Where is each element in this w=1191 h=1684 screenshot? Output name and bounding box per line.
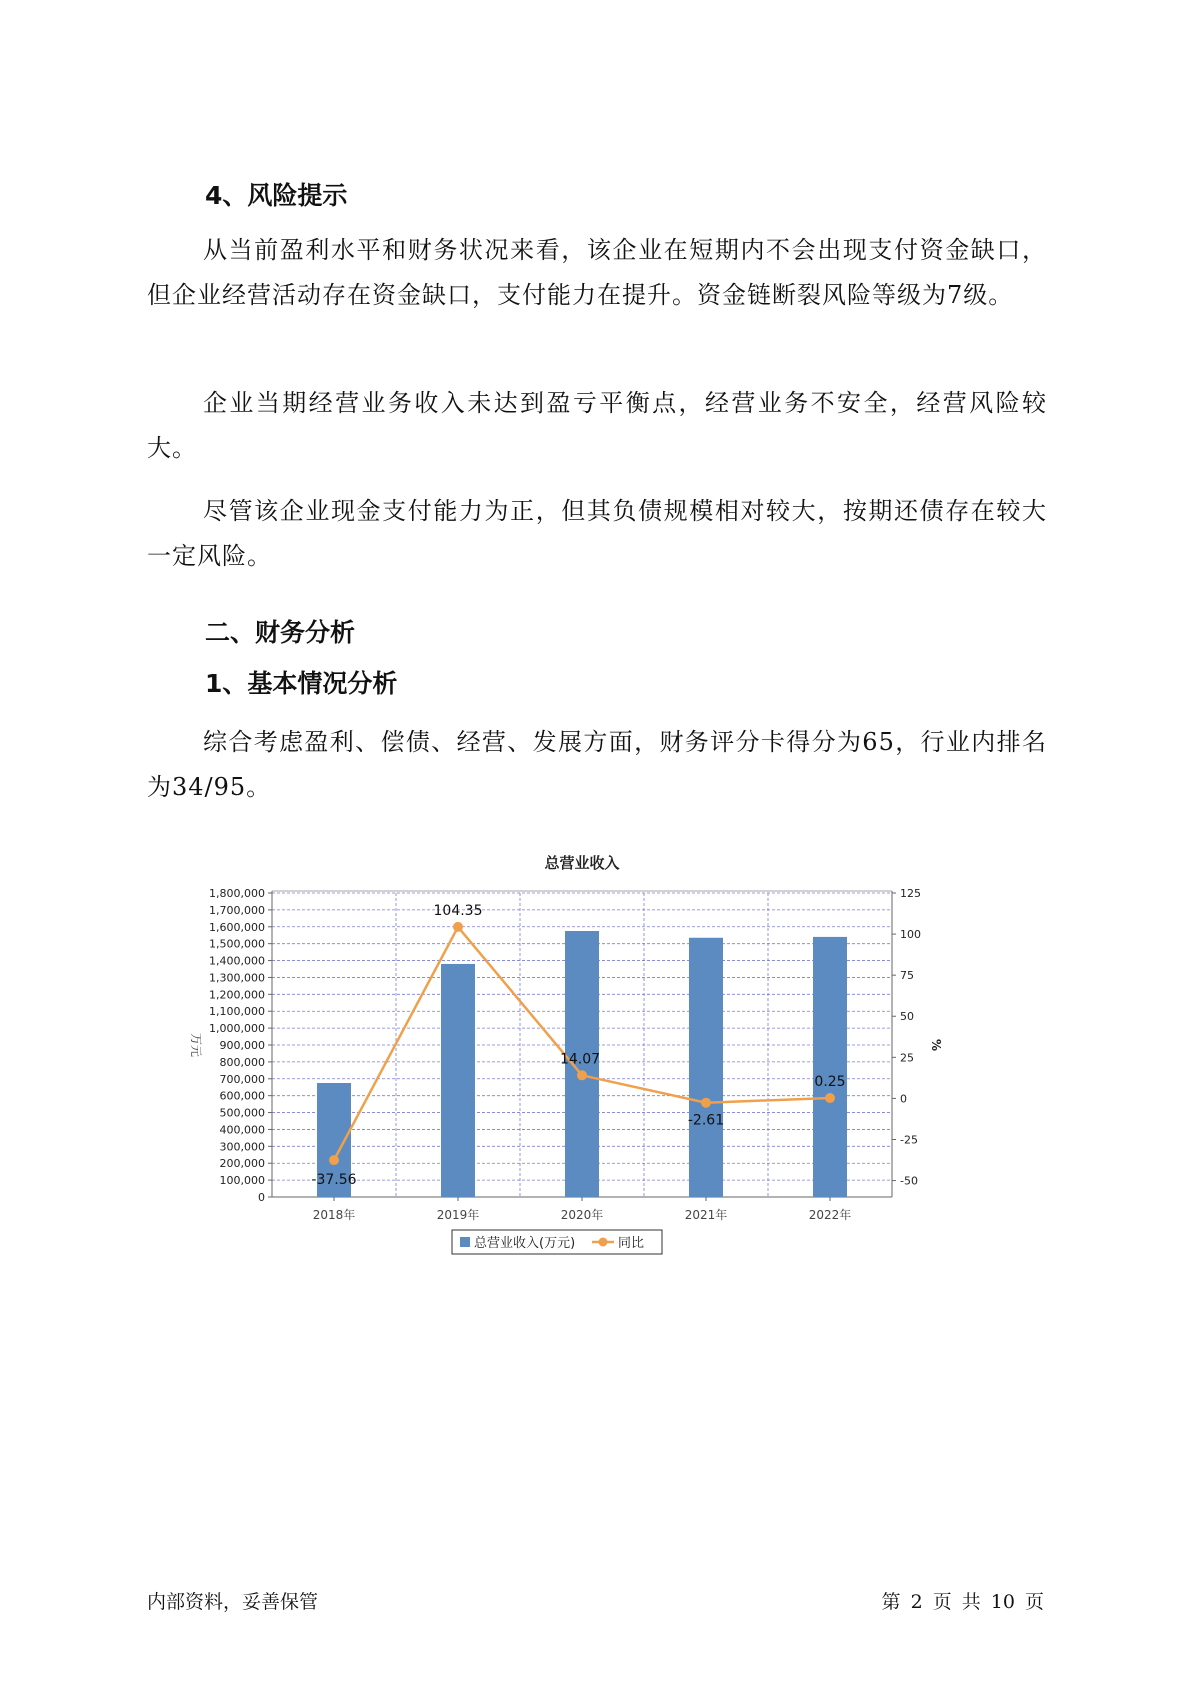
- bar-2021年: [689, 938, 723, 1197]
- y-tick-label: 600,000: [219, 1089, 265, 1103]
- x-tick-label: 2018年: [312, 1208, 356, 1222]
- y-tick-label: 0: [258, 1191, 265, 1204]
- y-tick-label: 100,000: [219, 1174, 265, 1188]
- basic-analysis-heading: 1、基本情况分析: [205, 669, 398, 698]
- data-label-yoy: -2.61: [687, 1112, 725, 1129]
- data-label-yoy: 104.35: [433, 902, 483, 919]
- y-tick-label: 900,000: [219, 1039, 265, 1052]
- legend-swatch-revenue: [460, 1237, 470, 1247]
- y2-tick-label: 75: [900, 969, 914, 983]
- y2-tick-label: 125: [900, 887, 921, 900]
- x-tick-label: 2020年: [560, 1208, 604, 1222]
- risk-heading: 4、风险提示: [205, 181, 348, 210]
- revenue-chart: [175, 840, 1035, 1300]
- point-yoy-2019年: [453, 922, 463, 932]
- y-tick-label: 200,000: [219, 1157, 265, 1171]
- y2-tick-label: 50: [900, 1010, 914, 1024]
- x-tick-label: 2022年: [808, 1208, 852, 1222]
- risk-paragraph-2: 企业当期经营业务收入未达到盈亏平衡点，经营业务不安全，经营风险较大。: [147, 389, 1047, 462]
- y-tick-label: 1,500,000: [209, 937, 265, 951]
- footer-confidential: 内部资料，妥善保管: [147, 1591, 319, 1613]
- y-tick-label: 500,000: [219, 1106, 265, 1120]
- point-yoy-2018年: [329, 1155, 339, 1165]
- y2-tick-label: -50: [900, 1174, 918, 1188]
- y-tick-label: 1,800,000: [209, 887, 265, 900]
- risk-paragraph-3: 尽管该企业现金支付能力为正，但其负债规模相对较大，按期还债存在较大一定风险。: [147, 497, 1047, 570]
- footer-page-number: 第 2 页 共 10 页: [881, 1591, 1044, 1613]
- bar-2022年: [813, 937, 847, 1197]
- risk-paragraph-1: 从当前盈利水平和财务状况来看，该企业在短期内不会出现支付资金缺口，但企业经营活动存在资金缺口，支付能力在提升。资金链断裂风险等级为7级。: [147, 236, 1047, 309]
- y-tick-label: 800,000: [219, 1055, 265, 1069]
- y-tick-label: 1,600,000: [209, 920, 265, 934]
- basic-analysis-paragraph: 综合考虑盈利、偿债、经营、发展方面，财务评分卡得分为65，行业内排名为34/95。: [147, 728, 1047, 801]
- x-tick-label: 2021年: [684, 1208, 728, 1222]
- chart-title: 总营业收入: [544, 854, 620, 872]
- y-tick-label: 1,100,000: [209, 1005, 265, 1019]
- point-yoy-2020年: [577, 1070, 587, 1080]
- x-tick-label: 2019年: [436, 1208, 480, 1222]
- y-tick-label: 1,300,000: [209, 971, 265, 985]
- y2-tick-label: 25: [900, 1051, 914, 1065]
- y2-tick-label: -25: [900, 1133, 918, 1147]
- y-axis-title: 万元: [189, 1032, 203, 1058]
- revenue-chart-svg: [175, 840, 1035, 1300]
- y-tick-label: 700,000: [219, 1072, 265, 1086]
- legend-marker-yoy: [599, 1238, 608, 1247]
- data-label-yoy: 0.25: [814, 1073, 846, 1090]
- y-tick-label: 1,400,000: [209, 954, 265, 968]
- point-yoy-2021年: [701, 1098, 711, 1108]
- y-tick-label: 1,200,000: [209, 988, 265, 1002]
- data-label-yoy: -37.56: [311, 1172, 357, 1189]
- data-label-yoy: 14.07: [559, 1051, 601, 1068]
- y2-tick-label: 100: [900, 928, 921, 942]
- y2-axis-title: %: [929, 1038, 943, 1052]
- point-yoy-2022年: [825, 1093, 835, 1103]
- legend-label-yoy: 同比: [618, 1236, 645, 1251]
- y-tick-label: 400,000: [219, 1123, 265, 1137]
- financial-analysis-heading: 二、财务分析: [205, 618, 356, 647]
- y-tick-label: 1,000,000: [209, 1022, 265, 1036]
- y-tick-label: 300,000: [219, 1140, 265, 1154]
- y2-tick-label: 0: [900, 1092, 907, 1106]
- y-tick-label: 1,700,000: [209, 903, 265, 917]
- legend-label-revenue: 总营业收入(万元): [474, 1236, 576, 1251]
- bar-2019年: [441, 964, 475, 1197]
